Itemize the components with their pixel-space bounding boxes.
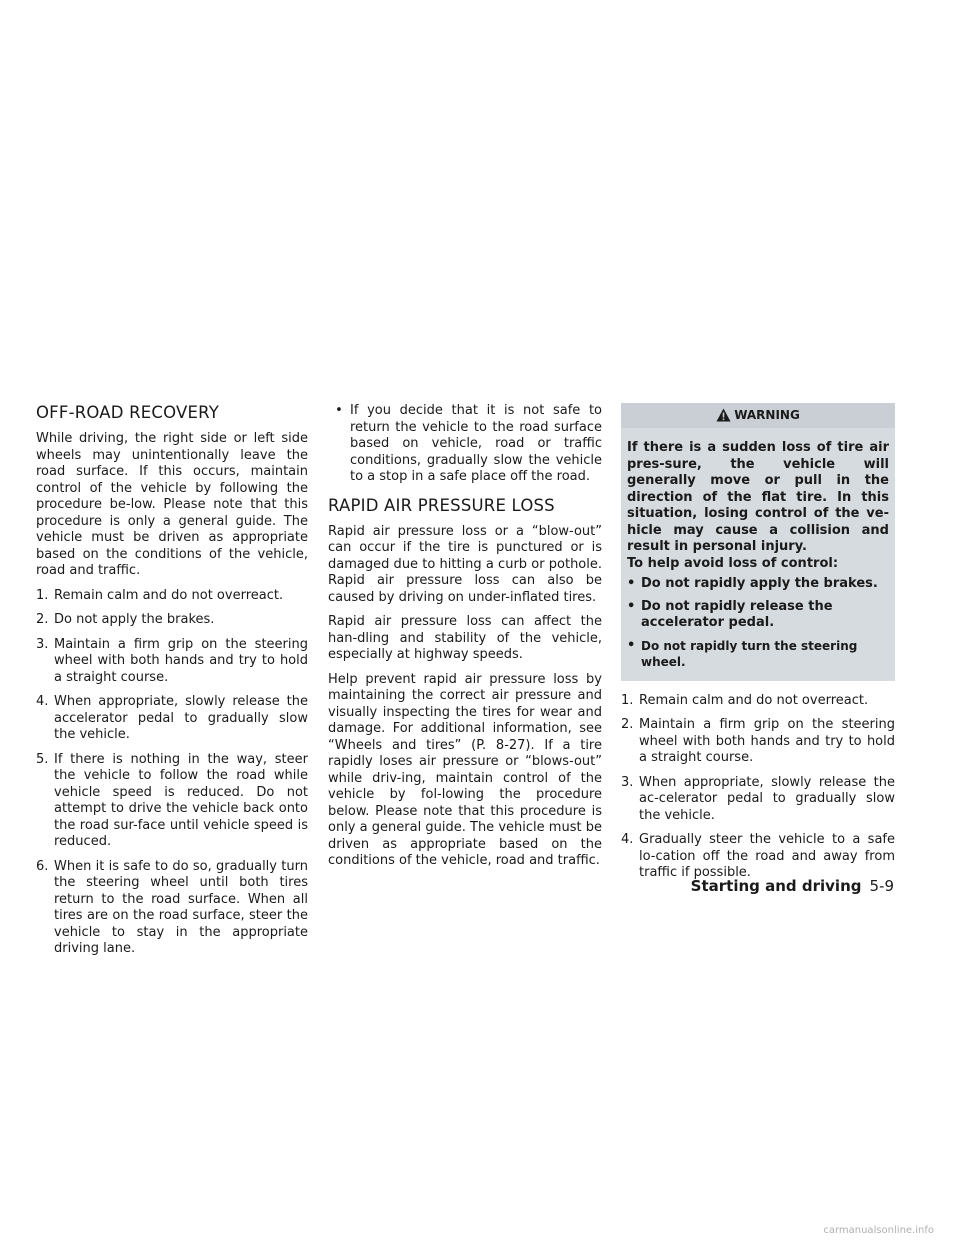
step-number: 2.: [36, 612, 49, 627]
column-left: [36, 403, 308, 966]
warning-bullet: [627, 638, 889, 671]
step-text: When it is safe to do so, gradually turn the steering wheel until both tires return to the road surface. When all tires are on the road surface, steer the vehicle to stay in the appropriate driving lane.: [54, 858, 308, 956]
warning-icon: [716, 408, 731, 422]
intro-paragraph: While driving, the right side or left side wheels may unintentionally leave the road surface. If this occurs, maintain control of the vehicle by following the procedure be-low. Please note that this procedure is only a general guide. The vehicle must be driven as appropriate based on the conditions of the vehicle, road and traffic.: [36, 431, 308, 578]
paragraph: Rapid air pressure loss or a “blow-out” can occur if the tire is punctured or is damaged due to hitting a curb or pothole. Rapid air pressure loss can also be caused by driving on under-inflated tires.: [328, 523, 602, 605]
column-right: [621, 403, 895, 890]
list-item: [621, 832, 895, 882]
bullet-item: [328, 403, 602, 486]
warning-bullet-text: Do not rapidly apply the brakes.: [641, 576, 878, 591]
bullet-marker: •: [627, 576, 636, 591]
page-number: 5-9: [869, 877, 894, 895]
paragraph: Help prevent rapid air pressure loss by maintaining the correct air pressure and visually inspecting the tires for wear and damage. For additional information, see “Wheels and tires” (P. 8-27). If a tire rapidly loses air pressure or “blows-out” while driv-ing, maintain control of the vehicle by fol-lowing the procedure below. Please note that this procedure is only a general guide. The vehicle must be driven as appropriate based on the conditions of the vehicle, road and traffic.: [328, 671, 602, 868]
bullet-marker: •: [335, 403, 343, 418]
step-text: If there is nothing in the way, steer the vehicle to follow the road while vehicle speed is reduced. Do not attempt to drive the vehicle back onto the road sur-face until vehicle speed is reduced.: [54, 751, 308, 849]
warning-label: WARNING: [734, 408, 800, 422]
list-item: [36, 612, 308, 629]
section-heading-rapid-air-pressure-loss: RAPID AIR PRESSURE LOSS: [328, 495, 555, 515]
step-number: 3.: [621, 774, 634, 790]
warning-body: [621, 428, 895, 681]
list-item: [621, 693, 895, 710]
step-text: When appropriate, slowly release the accelerator pedal to gradually slow the vehicle.: [54, 694, 308, 742]
list-item: [621, 775, 895, 825]
warning-box: [621, 403, 895, 681]
step-text: Remain calm and do not overreact.: [639, 692, 869, 708]
watermark: carmanualsonline.info: [823, 1225, 934, 1236]
list-item: [36, 694, 308, 744]
list-item: [36, 637, 308, 687]
footer-section-title: Starting and driving: [690, 877, 862, 895]
list-item: [36, 859, 308, 958]
step-number: 1.: [621, 692, 634, 708]
step-number: 1.: [36, 587, 49, 603]
list-item: [36, 752, 308, 851]
warning-text: If there is a sudden loss of tire air pres-sure, the vehicle will generally move or pull in the direction of the flat tire. In this situation, losing control of the ve-hicle may cause a collision and result in personal injury.: [627, 440, 889, 554]
list-item: [621, 717, 895, 767]
step-text: Maintain a firm grip on the steering wheel with both hands and try to hold a straight course.: [54, 636, 308, 685]
section-heading-off-road-recovery: OFF-ROAD RECOVERY: [36, 403, 220, 422]
step-number: 4.: [621, 832, 634, 847]
column-middle: [328, 403, 602, 878]
bullet-text: If you decide that it is not safe to return the vehicle to the road surface based on vehicle, road or traffic conditions, gradually slow the vehicle to a stop in a safe place off the road.: [350, 403, 602, 484]
step-text: Remain calm and do not overreact.: [54, 587, 284, 603]
step-number: 2.: [621, 717, 634, 732]
warning-header: [621, 403, 895, 428]
warning-subhead: To help avoid loss of control:: [627, 555, 839, 571]
warning-bullet-text: Do not rapidly release the accelerator pedal.: [641, 598, 833, 630]
step-text: Do not apply the brakes.: [54, 612, 215, 627]
warning-bullet: [627, 599, 889, 632]
warning-bullet: [627, 576, 889, 593]
step-number: 3.: [36, 636, 49, 652]
bullet-marker: •: [627, 598, 636, 614]
step-text: Gradually steer the vehicle to a safe lo-cation off the road and away from traffic if possible.: [639, 832, 895, 880]
page-footer: [691, 877, 894, 895]
step-number: 4.: [36, 694, 49, 709]
paragraph: Rapid air pressure loss can affect the han-dling and stability of the vehicle, especially at highway speeds.: [328, 614, 602, 662]
warning-bullet-text: Do not rapidly turn the steering wheel.: [641, 638, 858, 669]
step-text: Maintain a firm grip on the steering wheel with both hands and try to hold a straight course.: [639, 717, 895, 765]
list-item: [36, 588, 308, 605]
step-number: 6.: [36, 858, 49, 874]
step-number: 5.: [36, 751, 49, 767]
step-text: When appropriate, slowly release the ac-celerator pedal to gradually slow the vehicle.: [639, 774, 895, 823]
bullet-marker: •: [627, 637, 636, 653]
